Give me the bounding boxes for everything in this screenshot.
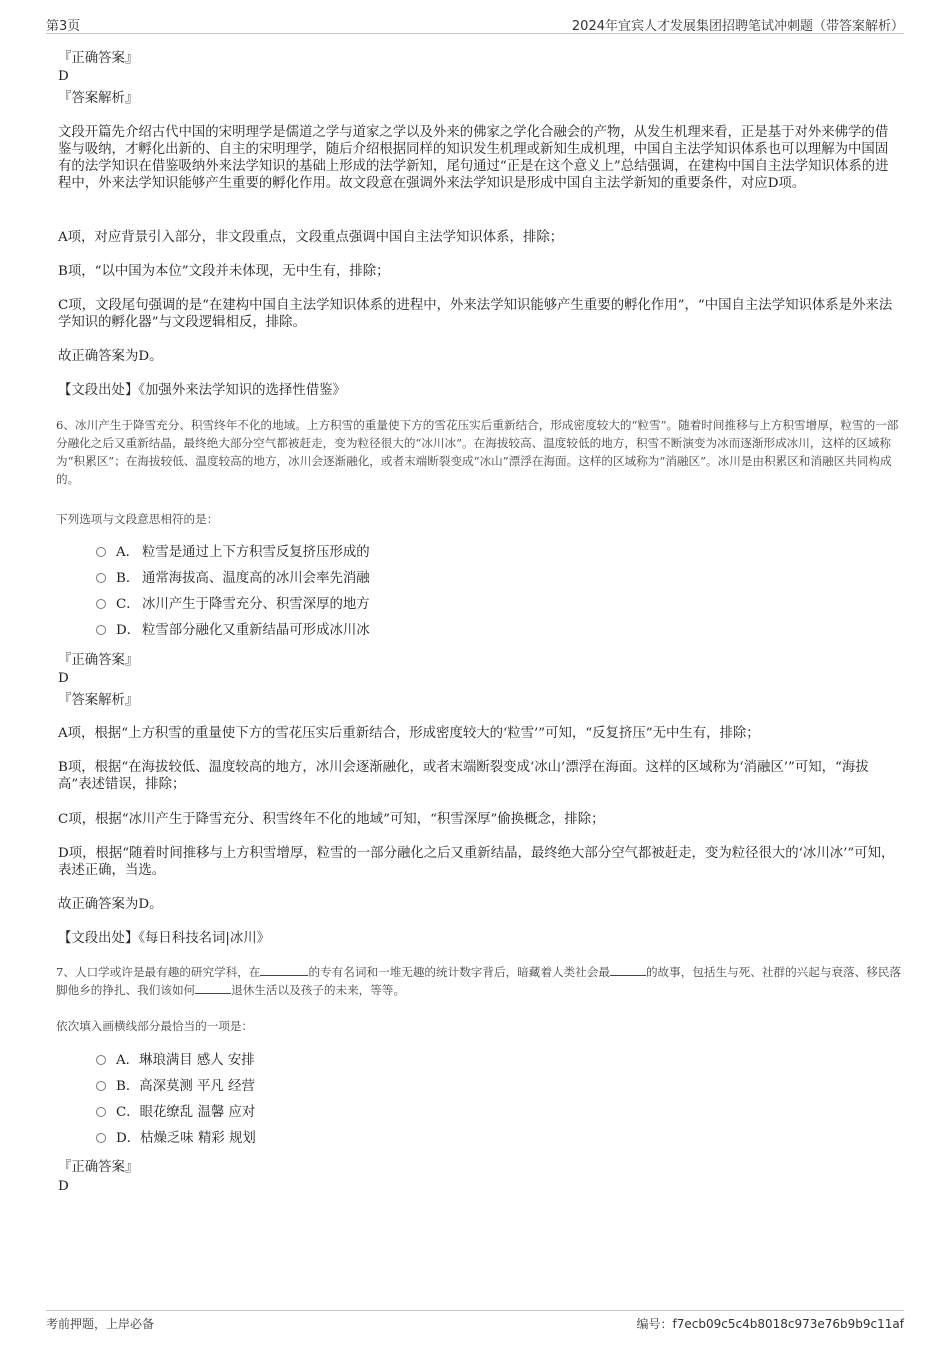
q6-analysis-label: 『答案解析』 [58,693,139,708]
radio-icon[interactable] [96,1107,106,1117]
q5-analysis-label: 『答案解析』 [58,91,139,106]
q7-option-c[interactable]: C．眼花缭乱 温馨 应对 [96,1103,255,1123]
q6-answer-label: 『正确答案』 [58,653,139,668]
document-title: 2024年宜宾人才发展集团招聘笔试冲刺题（带答案解析） [571,19,904,34]
q6-analysis-c: C项，根据“冰川产生于降雪充分、积雪终年不化的地域”可知，“积雪深厚”偷换概念，排除； [58,812,605,827]
q7-answer: D [58,1179,69,1194]
radio-icon[interactable] [96,625,106,635]
q7-answer-label: 『正确答案』 [58,1160,139,1175]
q6-answer: D [58,671,69,686]
blank-3 [195,981,231,994]
q6-option-a[interactable]: A． 粒雪是通过上下方积雪反复挤压形成的 [96,543,370,563]
q5-analysis-main: 文段开篇先介绍古代中国的宋明理学是儒道之学与道家之学以及外来的佛家之学化合融会的产物，从发生机理来看，正是基于对外来佛学的借鉴与吸纳，才孵化出新的、自主的宋明理学，随后介绍根据同样的知识发生机理或新知生成机理，中国自主法学知识体系也可以理解为中国固有的法学知识在借鉴吸纳外来法学知识的基础上形成的法学新知，尾句通过“正是在这个意义上”总结强调，在建构中国自主法学知识体系的进程中，外来法学知识能够产生重要的孵化作用。故文段意在强调外来法学知识是形成中国自主法学新知的重要条件，对应D项。 [58,125,889,191]
q7-prompt: 依次填入画横线部分最恰当的一项是： [56,1019,254,1033]
q5-analysis-b: B项，“以中国为本位”文段并未体现，无中生有，排除； [58,264,390,279]
blank-2 [610,963,646,976]
q6-source: 【文段出处】《每日科技名词|冰川》 [58,931,271,946]
q6-conclusion: 故正确答案为D。 [58,897,163,912]
q5-source: 【文段出处】《加强外来法学知识的选择性借鉴》 [58,383,346,398]
page-header [46,13,904,34]
q7-option-d[interactable]: D．枯燥乏味 精彩 规划 [96,1129,256,1149]
q6-option-c[interactable]: C． 冰川产生于降雪充分、积雪深厚的地方 [96,595,370,615]
page-footer [46,1310,904,1333]
q5-analysis-a: A项，对应背景引入部分，非文段重点，文段重点强调中国自主法学知识体系，排除； [58,230,564,245]
q6-analysis-a: A项，根据“上方积雪的重量使下方的雪花压实后重新结合，形成密度较大的‘粒雪’”可知，“反复挤压”无中生有，排除； [58,726,760,741]
q6-stem: 6、冰川产生于降雪充分、积雪终年不化的地域。上方积雪的重量使下方的雪花压实后重新结合，形成密度较大的“粒雪”。随着时间推移与上方积雪增厚，粒雪的一部分融化之后又重新结晶，最终绝大部分空气都被赶走，变为粒径很大的“冰川冰”。在海拔较高、温度较低的地方，积雪不断演变为冰而逐渐形成冰川，这样的区域称为“积累区”；在海拔较低、温度较高的地方，冰川会逐渐融化，或者末端断裂变成“冰山”漂浮在海面。这样的区域称为“消融区”。冰川是由积累区和消融区共同构成的。 [56,418,899,486]
q7-option-b[interactable]: B．高深莫测 平凡 经营 [96,1077,255,1097]
q6-prompt: 下列选项与文段意思相符的是： [56,512,219,526]
q6-option-b[interactable]: B． 通常海拔高、温度高的冰川会率先消融 [96,569,370,589]
footer-slogan: 考前押题，上岸必备 [46,1317,155,1331]
q6-analysis-d: D项，根据“随着时间推移与上方积雪增厚，粒雪的一部分融化之后又重新结晶，最终绝大部分空气都被赶走，变为粒径很大的‘冰川冰’”可知，表述正确，当选。 [58,846,895,878]
q6-analysis-b: B项，根据“在海拔较低、温度较高的地方，冰川会逐渐融化，或者末端断裂变成‘冰山’漂浮在海面。这样的区域称为‘消融区’”可知，“海拔高”表述错误，排除； [58,760,869,792]
radio-icon[interactable] [96,573,106,583]
q6-option-d[interactable]: D． 粒雪部分融化又重新结晶可形成冰川冰 [96,621,370,641]
radio-icon[interactable] [96,599,106,609]
blank-1 [260,963,308,976]
q5-conclusion: 故正确答案为D。 [58,349,163,364]
q7-option-a[interactable]: A．琳琅满目 感人 安排 [96,1051,255,1071]
q5-answer-label: 『正确答案』 [58,51,139,66]
q7-stem: 7、人口学或许是最有趣的研究学科，在 的专有名词和一堆无趣的统计数字背后，暗藏着人类社会最 的故事，包括生与死、社群的兴起与衰落、移民落脚他乡的挣扎、我们该如何 退休生活以及孩子的未来，等等。 [56,965,902,997]
page-number: 第3页 [46,19,81,34]
radio-icon[interactable] [96,1081,106,1091]
q5-analysis-c: C项，文段尾句强调的是“在建构中国自主法学知识体系的进程中，外来法学知识能够产生重要的孵化作用”，“中国自主法学知识体系是外来法学知识的孵化器”与文段逻辑相反，排除。 [58,298,893,330]
radio-icon[interactable] [96,1133,106,1143]
q5-answer: D [58,69,69,84]
radio-icon[interactable] [96,547,106,557]
document-id: 编号：f7ecb09c5c4b8018c973e76b9b9c11af [636,1317,904,1331]
radio-icon[interactable] [96,1055,106,1065]
